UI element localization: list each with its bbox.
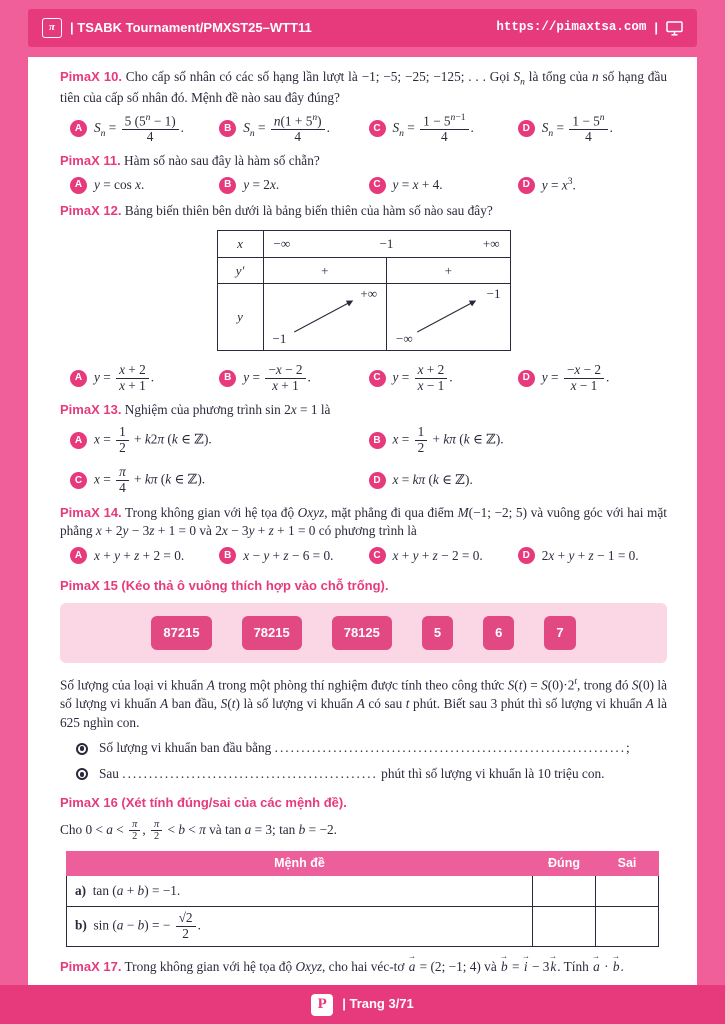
answer-badge-b[interactable]: B [219, 177, 236, 194]
answer-badge-a[interactable]: A [70, 547, 87, 564]
answer-formula: $S_n$ = $\frac{5 (5^n - 1)}{4}$ . [94, 111, 184, 144]
answer-badge-d[interactable]: D [518, 120, 535, 137]
q13-answer-d[interactable] [369, 464, 668, 498]
site-title: | TSABK Tournament/PMXST25–WTT11 [70, 19, 312, 35]
footer-bar [0, 985, 725, 1024]
statement-a-text: a) tan (a + b) = −1. [67, 876, 533, 907]
true-column-header: Đúng [533, 851, 596, 876]
y-right-bottom-value: −∞ [396, 330, 413, 346]
answer-badge-b[interactable]: B [219, 547, 236, 564]
false-column-header: Sai [596, 851, 659, 876]
answer-badge-b[interactable]: B [369, 432, 386, 449]
answer-badge-a[interactable]: A [70, 432, 87, 449]
answer-formula: $y = x^3$. [541, 176, 576, 193]
question-16-intro: Cho 0 < a < $\frac{\pi}{2}$ , $\frac{\pi}{2}$ < b < π và tan a = 3; tan b = −2. [60, 818, 337, 843]
true-cell-b[interactable] [533, 907, 596, 947]
q11-answer-b[interactable] [219, 174, 368, 196]
question-16-title: PimaX 16 (Xét tính đúng/sai của các mệnh đề). [60, 794, 347, 810]
answer-badge-d[interactable]: D [369, 472, 386, 489]
y-right-cell [386, 284, 510, 350]
q10-answer-c[interactable] [369, 112, 518, 146]
answer-formula: 2x + y + z − 1 = 0. [541, 547, 639, 563]
blank-1-suffix: ; [626, 740, 630, 756]
answer-formula: x = $\frac{\pi}{4}$ + kπ (k ∈ ℤ). [94, 464, 206, 496]
footer-logo: P [311, 994, 333, 1016]
q10-answer-a[interactable] [70, 112, 219, 146]
q14-answer-a[interactable] [70, 545, 219, 567]
answer-badge-c[interactable]: C [369, 547, 386, 564]
question-12 [60, 202, 667, 395]
pi-logo-icon: π [42, 18, 62, 38]
fill-blank-item-2 [76, 765, 667, 784]
y-right-top-value: −1 [486, 286, 501, 302]
fill-blank-item-1 [76, 739, 667, 758]
answer-badge-d[interactable]: D [518, 547, 535, 564]
y-left-bottom-value: −1 [272, 330, 287, 346]
variation-table [217, 230, 511, 351]
q14-answer-c[interactable] [369, 545, 518, 567]
answer-formula: $S_n$ = $\frac{1 - 5^n}{4}$ . [541, 111, 613, 144]
top-bar [28, 9, 697, 47]
answer-badge-d[interactable]: D [518, 370, 535, 387]
var-row-x-label: x [218, 231, 264, 257]
bullet-circle-icon [76, 768, 88, 780]
question-10-text: Cho cấp số nhân có các số hạng lần lượt là −1; −5; −25; −125; . . . Gọi $S_n$ là tổng của n số hạng đầu tiên của cấp số nhân đó. Mệnh đề nào sau đây đúng? [60, 69, 668, 106]
q12-answer-a[interactable] [70, 361, 219, 395]
var-row-y-label: y [218, 284, 264, 350]
question-15-title: PimaX 15 (Kéo thả ô vuông thích hợp vào chỗ trống). [60, 577, 389, 593]
question-13 [60, 401, 667, 498]
site-url[interactable]: https://pimaxtsa.com [496, 20, 647, 35]
answer-formula: y = cos x. [94, 177, 145, 193]
increasing-arrow-icon [264, 284, 387, 350]
answer-badge-c[interactable]: C [369, 177, 386, 194]
document-page [28, 57, 697, 985]
question-14 [60, 504, 667, 567]
blank-2-suffix: phút thì số lượng vi khuẩn là 10 triệu con. [381, 765, 605, 781]
header-separator: | [654, 19, 658, 35]
answer-badge-b[interactable]: B [219, 120, 236, 137]
drag-tile[interactable]: 78125 [332, 616, 392, 650]
blank-1-prefix: Số lượng vi khuẩn ban đầu bằng [99, 740, 272, 756]
question-13-label: PimaX 13. [60, 402, 122, 418]
statement-row-b [67, 907, 659, 947]
drag-tile[interactable]: 5 [422, 616, 453, 650]
drag-tile-tray [60, 603, 667, 663]
question-11-text: Hàm số nào sau đây là hàm số chẵn? [124, 152, 320, 168]
answer-badge-d[interactable]: D [518, 177, 535, 194]
question-15-paragraph: Số lượng của loại vi khuẩn A trong một phòng thí nghiệm được tính theo công thức $S(t) = S(0)\cdot 2^t$, trong đó S(0) là số lượng vi khuẩn A ban đầu, S(t) là số lượng vi khuẩn A có sau t phút. Biết sau 3 phút thì số lượng vi khuẩn A là 625 nghìn con. [60, 676, 667, 730]
answer-badge-c[interactable]: C [70, 472, 87, 489]
bullet-circle-icon [76, 743, 88, 755]
drag-tile[interactable]: 87215 [151, 616, 211, 650]
answer-formula: y = $\frac{x + 2}{x - 1}$ . [392, 361, 453, 393]
true-false-table [66, 851, 659, 947]
monitor-icon [666, 21, 683, 36]
yprime-left-sign-cell [264, 258, 387, 283]
answer-badge-c[interactable]: C [369, 370, 386, 387]
question-14-text: Trong không gian với hệ tọa độ Oxyz, mặt phẳng đi qua điểm M(−1; −2; 5) và vuông góc với hai mặt phẳng x + 2y − 3z + 1 = 0 và 2x − 3y + z + 1 = 0 có phương trình là [60, 504, 667, 539]
x-left-value: −∞ [273, 236, 291, 251]
answer-formula: $S_n$ = $\frac{1 - 5^{n-1}}{4}$ . [392, 111, 474, 144]
page-number: | Trang 3/71 [342, 996, 414, 1012]
q11-answer-d[interactable] [518, 174, 667, 196]
question-12-text: Bảng biến thiên bên dưới là bảng biến thiên của hàm số nào sau đây? [124, 203, 493, 219]
yprime-left-sign: + [321, 262, 329, 278]
answer-formula: y = x + 4. [392, 177, 443, 193]
question-10-label: PimaX 10. [60, 69, 122, 84]
answer-badge-a[interactable]: A [70, 120, 87, 137]
y-left-cell [264, 284, 387, 350]
question-11-label: PimaX 11. [60, 152, 121, 168]
question-17-label: PimaX 17. [60, 958, 122, 974]
q13-answer-c[interactable] [70, 464, 369, 498]
drag-tile[interactable]: 78215 [242, 616, 302, 650]
question-15 [60, 577, 667, 784]
var-row-yprime-label: y′ [218, 258, 264, 283]
answer-badge-c[interactable]: C [369, 120, 386, 137]
question-12-label: PimaX 12. [60, 203, 122, 219]
q11-answer-a[interactable] [70, 174, 219, 196]
y-left-top-value: +∞ [360, 286, 377, 302]
question-11 [60, 152, 667, 197]
statement-row-a [67, 876, 659, 907]
q10-answer-b[interactable] [219, 112, 368, 146]
answer-formula: y = 2x. [243, 177, 280, 193]
blank-2-prefix: Sau [99, 765, 119, 781]
x-right-value: +∞ [482, 236, 500, 251]
false-cell-a[interactable] [596, 876, 659, 907]
answer-badge-a[interactable]: A [70, 177, 87, 194]
true-false-header-row [67, 851, 659, 876]
answer-formula: x − y + z − 6 = 0. [243, 547, 334, 563]
drag-tile[interactable]: 6 [483, 616, 514, 650]
question-17-text: Trong không gian với hệ tọa độ Oxyz, cho hai véc-tơ → a = (2; −1; 4) và → b = → i − 3→ k. Tính → a · → b. [125, 959, 624, 974]
q12-answer-d[interactable] [518, 361, 667, 395]
blank-1-drop-target[interactable]: .................................................................. [274, 740, 627, 756]
answer-badge-b[interactable]: B [219, 370, 236, 387]
question-10 [60, 68, 667, 146]
statement-b-text: b) sin (a − b) = − $\frac{√2}{2}$ . [67, 907, 533, 947]
blank-2-drop-target[interactable]: ................................................ [122, 765, 378, 781]
answer-formula: x = $\frac{1}{2}$ + k2π (k ∈ ℤ). [94, 424, 212, 456]
question-16 [60, 794, 667, 947]
yprime-right-sign-cell [386, 258, 510, 283]
question-14-label: PimaX 14. [60, 504, 122, 520]
q13-answer-a[interactable] [70, 424, 369, 458]
q11-answer-c[interactable] [369, 174, 518, 196]
answer-formula: x = $\frac{1}{2}$ + kπ (k ∈ ℤ). [392, 424, 504, 456]
answer-badge-a[interactable]: A [70, 370, 87, 387]
answer-formula: y = $\frac{-x - 2}{x + 1}$ . [243, 361, 311, 393]
q10-answer-d[interactable] [518, 112, 667, 146]
answer-formula: x + y + z + 2 = 0. [94, 547, 185, 563]
drag-tile[interactable]: 7 [544, 616, 575, 650]
q12-answer-b[interactable] [219, 361, 368, 395]
question-17 [60, 957, 667, 985]
x-mid-value: −1 [379, 236, 394, 251]
answer-formula: y = $\frac{-x - 2}{x - 1}$ . [541, 361, 610, 393]
answer-formula: $S_n$ = $\frac{n(1 + 5^n)}{4}$ . [243, 111, 330, 144]
answer-formula: y = $\frac{x + 2}{x + 1}$ . [94, 361, 155, 393]
yprime-right-sign: + [444, 262, 452, 278]
true-cell-a[interactable] [533, 876, 596, 907]
increasing-arrow-icon [387, 284, 510, 350]
answer-formula: x = kπ (k ∈ ℤ). [392, 472, 473, 488]
q12-answer-c[interactable] [369, 361, 518, 395]
q13-answer-b[interactable] [369, 424, 668, 458]
question-13-text: Nghiệm của phương trình sin 2x = 1 là [124, 402, 331, 418]
q14-answer-b[interactable] [219, 545, 368, 567]
statement-column-header: Mệnh đề [67, 851, 533, 876]
answer-formula: x + y + z − 2 = 0. [392, 547, 483, 563]
false-cell-b[interactable] [596, 907, 659, 947]
q14-answer-d[interactable] [518, 545, 667, 567]
